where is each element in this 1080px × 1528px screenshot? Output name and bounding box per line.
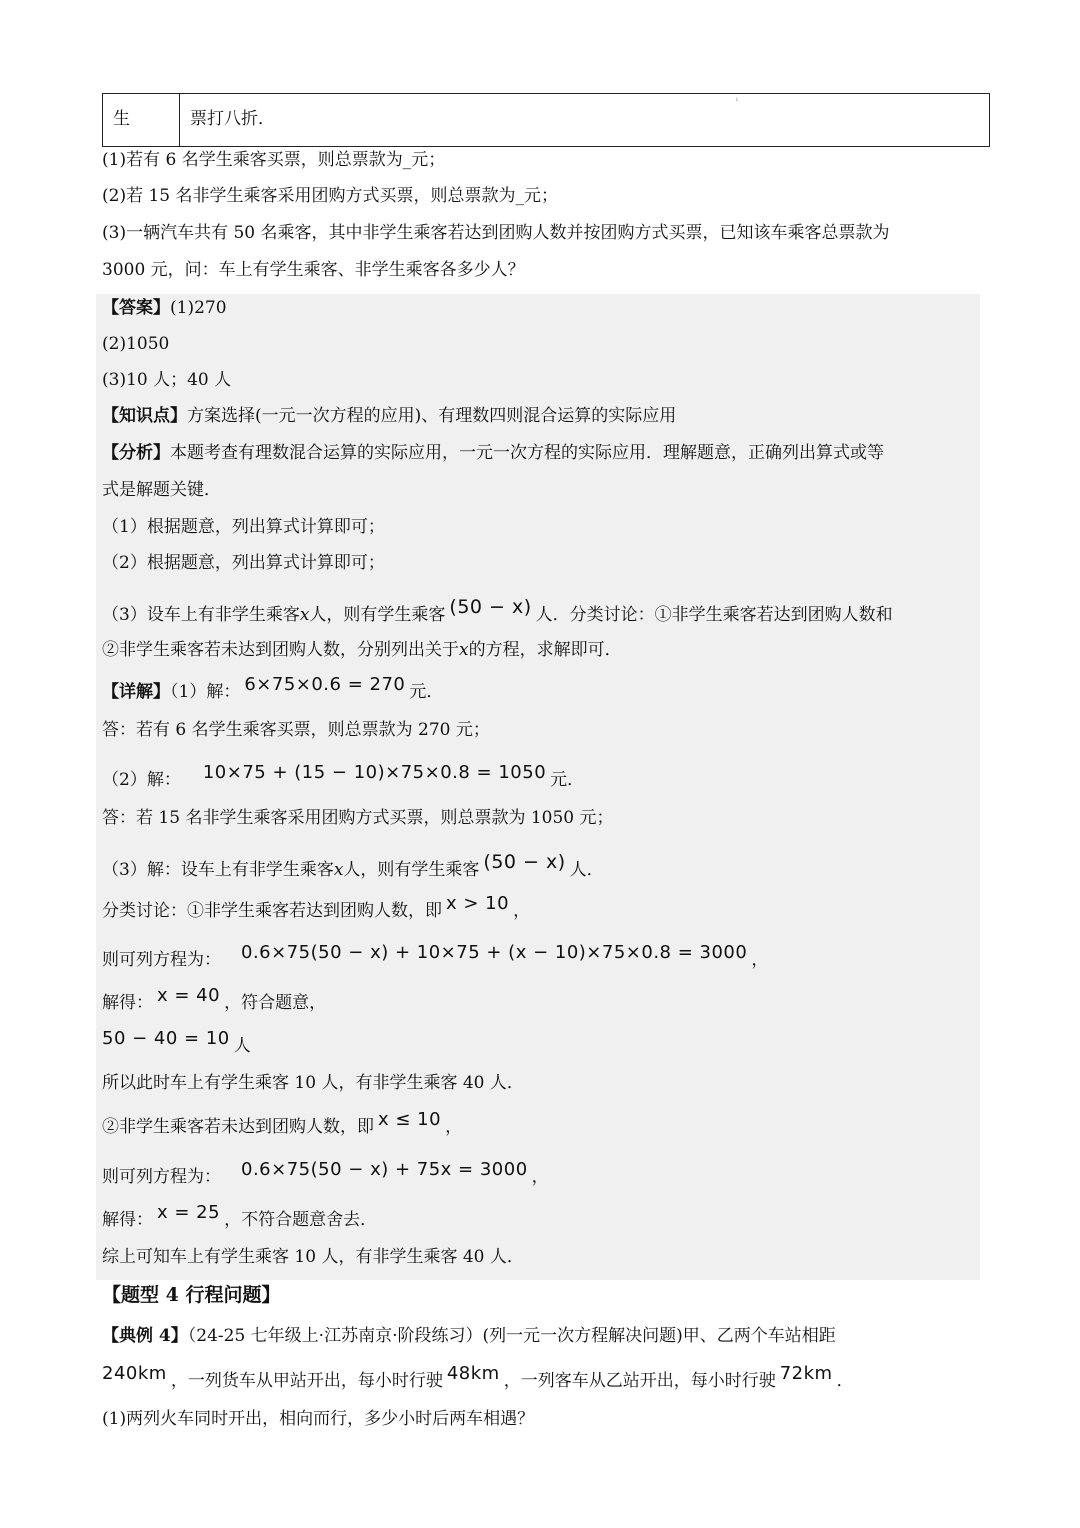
answer-3: (3)10 人；40 人 xyxy=(102,370,232,390)
math-expression: (50 − x) xyxy=(449,596,532,618)
math-expression: x ≤ 10 xyxy=(378,1109,442,1130)
math-expression: 50 − 40 = 10 xyxy=(102,1028,230,1049)
case-2-solution-note: ，不符合题意舍去． xyxy=(224,1210,378,1230)
analysis-step-3-text-b: 人，则有学生乘客 xyxy=(309,605,446,625)
analysis-text: 本题考查有理数混合运算的实际应用，一元一次方程的实际应用．理解题意，正确列出算式或等 xyxy=(170,443,884,463)
case-1-condition xyxy=(102,893,531,923)
detail-line-1 xyxy=(102,674,444,704)
table-cell-category: 生 xyxy=(103,94,180,147)
case-1-solution xyxy=(102,985,327,1015)
speed-value: 72km xyxy=(779,1363,833,1384)
scan-mark: ⁱ xyxy=(736,97,738,107)
case-1-solution-note: ，符合题意， xyxy=(224,993,327,1013)
final-conclusion: 综上可知车上有学生乘客 10 人，有非学生乘客 40 人． xyxy=(102,1247,524,1267)
analysis-label: 【分析】 xyxy=(102,443,170,463)
detail-2-unit: 元． xyxy=(550,770,585,790)
case-2-solution-label: 解得： xyxy=(102,1210,153,1230)
analysis-line-2: 式是解题关键． xyxy=(102,480,221,500)
answer-1: (1)270 xyxy=(170,298,227,318)
detail-3-text-c: 人． xyxy=(569,860,604,880)
math-expression: 6×75×0.6 = 270 xyxy=(244,674,406,695)
detail-1-text: （1）解： xyxy=(170,682,241,702)
math-expression: 0.6×75(50 − x) + 75x = 3000 xyxy=(241,1159,528,1180)
case-1-equation-label: 则可列方程为： xyxy=(102,950,221,970)
answer-2: (2)1050 xyxy=(102,334,170,354)
punctuation: ， xyxy=(751,950,769,970)
analysis-step-2: （2）根据题意，列出算式计算即可； xyxy=(102,553,385,573)
detail-2-answer: 答：若 15 名非学生乘客采用团购方式买票，则总票款为 1050 元； xyxy=(102,808,614,828)
detail-3-text-a: （3）解：设车上有非学生乘客 xyxy=(102,860,334,880)
question-3-line-2: 3000 元，问：车上有学生乘客、非学生乘客各多少人？ xyxy=(102,260,525,280)
detail-1-answer: 答：若有 6 名学生乘客买票，则总票款为 270 元； xyxy=(102,720,490,740)
case-2-condition xyxy=(102,1109,463,1139)
case-2-solution xyxy=(102,1202,378,1232)
detail-line-2 xyxy=(102,762,585,792)
example-text-b: ，一列客车从乙站开出，每小时行驶 xyxy=(503,1371,776,1391)
question-1: (1)若有 6 名学生乘客买票，则总票款为_元； xyxy=(102,150,446,170)
punctuation: ． xyxy=(836,1371,854,1391)
analysis-step-3 xyxy=(102,596,893,627)
detail-3-text-b: 人，则有学生乘客 xyxy=(343,860,480,880)
case-2-text: ②非学生乘客若未达到团购人数，即 xyxy=(102,1117,374,1137)
analysis-step-4 xyxy=(102,638,622,662)
analysis-step-3-text-c: 人．分类讨论：①非学生乘客若达到团购人数和 xyxy=(535,605,893,625)
case-1-equation xyxy=(102,942,769,972)
punctuation: ， xyxy=(531,1167,549,1187)
punctuation: ， xyxy=(513,901,531,921)
math-expression: 10×75 + (15 − 10)×75×0.8 = 1050 xyxy=(202,762,547,783)
analysis-step-4-text-a: ②非学生乘客若未达到团购人数，分别列出关于 xyxy=(102,640,459,660)
detail-1-unit: 元． xyxy=(409,682,444,702)
section-title: 【题型 4 行程问题】 xyxy=(102,1284,281,1306)
example-line-1 xyxy=(102,1324,836,1348)
knowledge-label: 【知识点】 xyxy=(102,406,187,426)
answer-label: 【答案】 xyxy=(102,298,170,318)
analysis-line-1 xyxy=(102,441,884,465)
analysis-step-1: （1）根据题意，列出算式计算即可； xyxy=(102,517,385,537)
variable-x: x xyxy=(333,860,344,880)
knowledge-text: 方案选择(一元一次方程的应用)、有理数四则混合运算的实际应用 xyxy=(187,406,677,426)
fare-table xyxy=(102,93,990,147)
case-1-text: 分类讨论：①非学生乘客若达到团购人数，即 xyxy=(102,901,442,921)
analysis-step-4-text-b: 的方程，求解即可． xyxy=(468,640,622,660)
math-expression: x > 10 xyxy=(446,893,510,914)
table-row xyxy=(103,94,990,147)
question-3-line-1: (3)一辆汽车共有 50 名乘客，其中非学生乘客若达到团购人数并按团购方式买票，已知该车乘客总票款为 xyxy=(102,223,890,243)
speed-value: 48km xyxy=(446,1363,500,1384)
case-1-calculation xyxy=(102,1028,251,1058)
distance-value: 240km xyxy=(102,1363,167,1384)
table-cell-rule: 票打八折． xyxy=(180,94,990,147)
example-text: （24-25 七年级上·江苏南京·阶段练习）(列一元一次方程解决问题)甲、乙两个车站相距 xyxy=(187,1326,836,1346)
example-text-a: ，一列货车从甲站开出，每小时行驶 xyxy=(170,1371,443,1391)
math-expression: x = 25 xyxy=(157,1202,221,1223)
variable-x: x xyxy=(299,605,310,625)
analysis-step-3-text-a: （3）设车上有非学生乘客 xyxy=(102,605,300,625)
case-1-result: 所以此时车上有学生乘客 10 人，有非学生乘客 40 人． xyxy=(102,1073,524,1093)
case-2-equation-label: 则可列方程为： xyxy=(102,1167,221,1187)
math-expression: x = 40 xyxy=(157,985,221,1006)
unit-person: 人 xyxy=(233,1036,251,1056)
math-expression: (50 − x) xyxy=(483,851,566,873)
knowledge-point xyxy=(102,404,676,428)
detail-2-text: （2）解： xyxy=(102,770,181,790)
case-2-equation xyxy=(102,1159,549,1189)
punctuation: ， xyxy=(445,1117,463,1137)
example-label: 【典例 4】 xyxy=(102,1326,188,1346)
variable-x: x xyxy=(459,640,469,660)
example-question-1: (1)两列火车同时开出，相向而行，多少小时后两车相遇？ xyxy=(102,1409,535,1429)
math-expression: 0.6×75(50 − x) + 10×75 + (x − 10)×75×0.8 = 3000 xyxy=(241,942,748,963)
detail-line-3 xyxy=(102,851,604,882)
example-line-2 xyxy=(102,1363,854,1393)
detail-label: 【详解】 xyxy=(102,682,170,702)
question-2: (2)若 15 名非学生乘客采用团购方式买票，则总票款为_元； xyxy=(102,186,559,206)
answer-line-1 xyxy=(102,296,227,320)
case-1-solution-label: 解得： xyxy=(102,993,153,1013)
